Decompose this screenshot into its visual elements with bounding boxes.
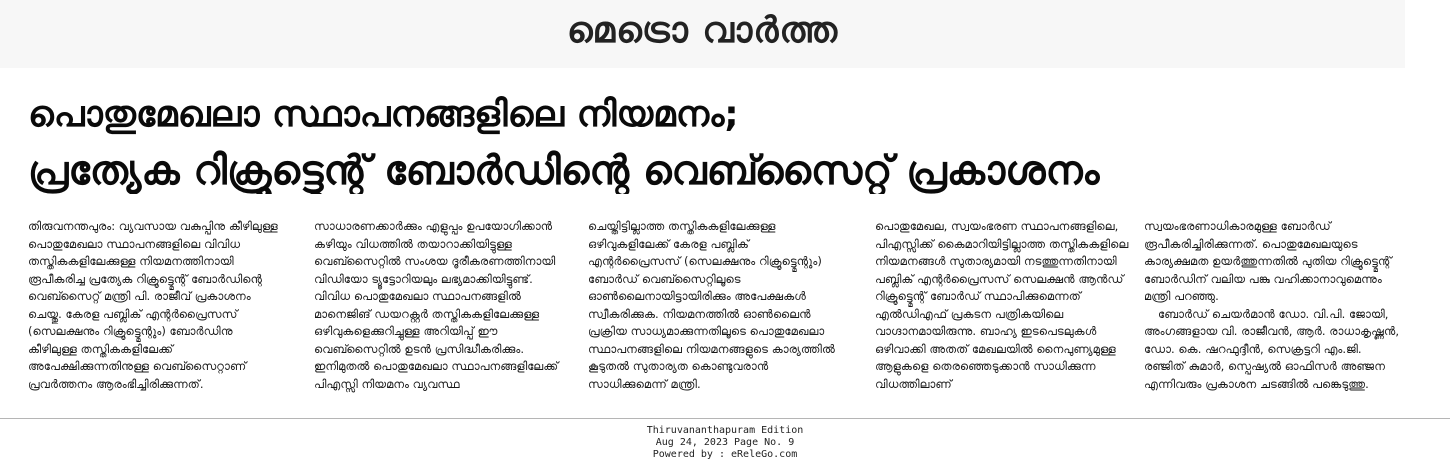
masthead	[0, 0, 1405, 68]
powered-by-label: Powered by : eReleGo.com	[652, 449, 798, 460]
footer-divider	[0, 418, 1450, 419]
article-paragraph: തിരുവനന്തപുരം: വ്യവസായ വകുപ്പിനു കീഴിലുള്ള പൊതുമേഖലാ സ്ഥാപനങ്ങളിലെ വിവിധ തസ്തികകളിലേക്കുള്ള നിയമനത്തിനായി രൂപീകരിച്ച പ്രത്യേക റിക്രൂട്ട്മെന്റ് ബോർഡിന്റെ വെബ്സൈറ്റ് മന്ത്രി പി. രാജീവ് പ്രകാശനം ചെയ്തു. കേരള പബ്ലിക് എന്റർപ്രൈസസ് (സെലക്ഷനും റിക്രൂട്ട്മെന്റും) ബോർഡിനു കീഴിലുള്ള തസ്തികകളിലേക്ക് അപേക്ഷിക്കുന്നതിനുള്ള വെബ്സൈറ്റാണ് പ്രവർത്തനം ആരംഭിച്ചിരിക്കുന്നത്.	[28, 219, 278, 391]
article-column-2	[314, 218, 570, 414]
article-paragraph: പൊതുമേഖല, സ്വയംഭരണ സ്ഥാപനങ്ങളിലെ, പിഎസ്സിക്ക് കൈമാറിയിട്ടില്ലാത്ത തസ്തികകളിലെ നിയമനങ്ങൾ സുതാര്യമായി നടത്തുന്നതിനായി പബ്ലിക് എന്റർപ്രൈസസ് സെലക്ഷൻ ആൻഡ് റിക്രൂട്ട്മെന്റ് ബോർഡ് സ്ഥാപിക്കുമെന്നത് എൽഡിഎഫ് പ്രകടന പത്രികയിലെ വാഗ്ദാനമായിരുന്നു. ബാഹ്യ ഇടപെടലുകൾ ഒഴിവാക്കി അതത് മേഖലയിൽ നൈപുണ്യമുള്ള ആളുകളെ തെരഞ്ഞെടുക്കാൻ സാധിക്കുന്ന വിധത്തിലാണ്	[875, 219, 1129, 391]
article-column-3	[588, 218, 844, 414]
article-paragraph: സാധാരണക്കാർക്കും എളുപ്പം ഉപയോഗിക്കാൻ കഴിയും വിധത്തിൽ തയാറാക്കിയിട്ടുള്ള വെബ്സൈറ്റിൽ സംശയ ദൂരീകരണത്തിനായി വിഡിയോ ട്യൂട്ടോറിയലും ലഭ്യമാക്കിയിട്ടുണ്ട്. വിവിധ പൊതുമേഖലാ സ്ഥാപനങ്ങളിൽ മാനെജിങ് ഡയറക്റ്റർ തസ്തികകളിലേക്കുള്ള ഒഴിവുകളെക്കുറിച്ചുള്ള അറിയിപ്പ് ഈ വെബ്സൈറ്റിൽ ഉടൻ പ്രസിദ്ധീകരിക്കും. ഇനിമുതൽ പൊതുമേഖലാ സ്ഥാപനങ്ങളിലേക്ക് പിഎസ്സി നിയമനം വ്യവസ്ഥ	[314, 219, 559, 391]
article-paragraph: സ്വയംഭരണാധികാരമുള്ള ബോർഡ് രൂപീകരിച്ചിരിക്കുന്നത്. പൊതുമേഖലയുടെ കാര്യക്ഷമത ഉയർത്തുന്നതിൽ പുതിയ റിക്രൂട്ട്മെന്റ് ബോർഡിന് വലിയ പങ്കു വഹിക്കാനാവുമെന്നും മന്ത്രി പറഞ്ഞു.	[1144, 219, 1392, 303]
article-paragraph: ചെയ്തിട്ടില്ലാത്ത തസ്തികകളിലേക്കുള്ള ഒഴിവുകളിലേക്ക് കേരള പബ്ലിക് എന്റർപ്രൈസസ് (സെലക്ഷനും റിക്രൂട്ട്മെന്റും) ബോർഡ് വെബ്സൈറ്റിലൂടെ ഓൺലൈനായിട്ടായിരിക്കും അപേക്ഷകൾ സ്വീകരിക്കുക. നിയമനത്തിൽ ഓൺലൈൻ പ്രക്രിയ സാധ്യമാക്കുന്നതിലൂടെ പൊതുമേഖലാ സ്ഥാപനങ്ങളിലെ നിയമനങ്ങളുടെ കാര്യത്തിൽ കൂടുതൽ സുതാര്യത കൊണ്ടുവരാൻ സാധിക്കുമെന്ന് മന്ത്രി.	[588, 219, 835, 391]
article-column-1	[28, 218, 284, 414]
article-column-4	[875, 218, 1131, 414]
headline-line-2: പ്രത്യേക റിക്രൂട്ട്മെന്റ് ബോർഡിന്റെ വെബ്സൈറ്റ് പ്രകാശനം	[28, 148, 1100, 194]
footer	[0, 425, 1450, 461]
edition-label: Thiruvananthapuram Edition	[646, 425, 804, 436]
masthead-title: മെട്രൊ വാർത്ത	[566, 10, 839, 51]
headline-line-1: പൊതുമേഖലാ സ്ഥാപനങ്ങളിലെ നിയമനം;	[28, 94, 739, 135]
article-paragraph: ബോർഡ് ചെയർമാൻ ഡോ. വി.പി. ജോയി, അംഗങ്ങളായ വി. രാജീവൻ, ആർ. രാധാകൃഷ്ണൻ, ഡോ. കെ. ഷറഫുദ്ദീൻ, സെക്രട്ടറി എം.ജി. രഞ്ജിത് കുമാർ, സ്പെഷ്യൽ ഓഫിസർ അഞ്ജന എന്നിവരും പ്രകാശന ചടങ്ങിൽ പങ്കെടുത്തു.	[1144, 306, 1400, 391]
date-page-label: Aug 24, 2023 Page No. 9	[655, 437, 795, 448]
article-body	[28, 218, 1418, 414]
article-column-5	[1144, 218, 1400, 414]
